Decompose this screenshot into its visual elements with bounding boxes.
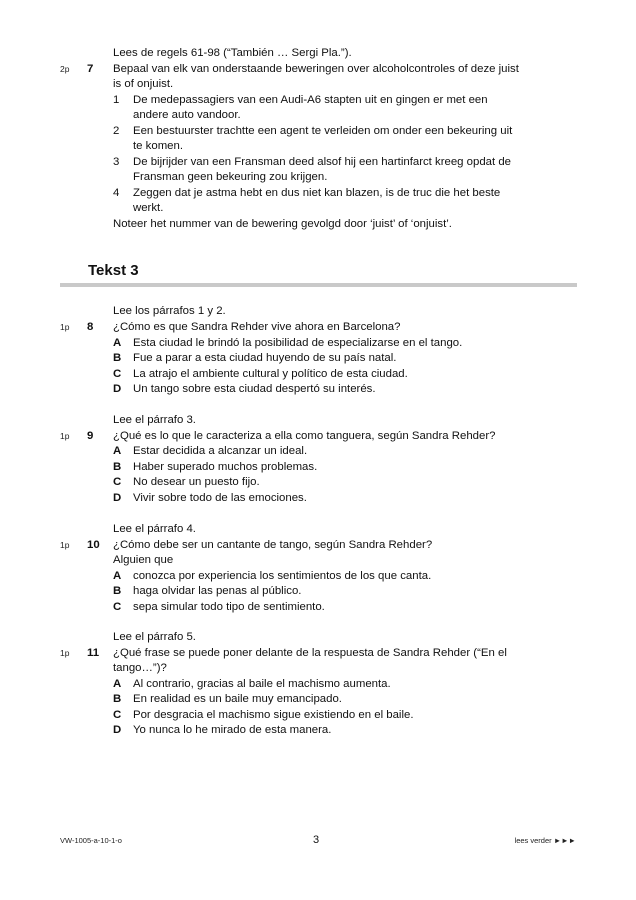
q7-intro: Lees de regels 61-98 (“También … Sergi Pla.”). (113, 47, 352, 59)
q8-intro: Lee los párrafos 1 y 2. (113, 305, 226, 317)
q7-item-text: Zeggen dat je astma hebt en dus niet kan blazen, is de truc die het beste (133, 187, 501, 199)
q7-item-text: Fransman geen bekeuring zou krijgen. (133, 171, 328, 183)
q8-option-text: La atrajo el ambiente cultural y político de esta ciudad. (133, 368, 408, 380)
q11-option-letter: C (113, 709, 122, 721)
q7-item-number: 3 (113, 156, 120, 168)
q11-points: 1p (60, 648, 70, 658)
q9-option-text: Estar decidida a alcanzar un ideal. (133, 445, 308, 457)
q9-option-letter: B (113, 461, 122, 473)
q7-item-text: te komen. (133, 140, 184, 152)
q11-option-letter: B (113, 693, 122, 705)
q11-option-text: Yo nunca lo he mirado de esta manera. (133, 724, 332, 736)
q9-option-letter: D (113, 492, 122, 504)
q7-note: Noteer het nummer van de bewering gevolgd door ‘juist’ of ‘onjuist’. (113, 218, 452, 230)
section-divider (60, 283, 577, 287)
q9-option-text: No desear un puesto fijo. (133, 476, 260, 488)
q11-option-letter: A (113, 678, 122, 690)
q10-intro: Lee el párrafo 4. (113, 523, 196, 535)
section-title: Tekst 3 (88, 262, 139, 279)
q8-option-letter: B (113, 352, 122, 364)
page-number: 3 (313, 834, 320, 846)
q9-option-text: Vivir sobre todo de las emociones. (133, 492, 307, 504)
q7-number: 7 (87, 63, 94, 75)
footer-exam-code: VW-1005-a-10-1-o (60, 836, 122, 845)
q8-option-letter: D (113, 383, 122, 395)
q8-number: 8 (87, 321, 94, 333)
q11-option-text: Al contrario, gracias al baile el machismo aumenta. (133, 678, 391, 690)
q9-option-text: Haber superado muchos problemas. (133, 461, 318, 473)
q7-item-number: 4 (113, 187, 120, 199)
q7-item-number: 2 (113, 125, 120, 137)
q10-number: 10 (87, 539, 100, 551)
q11-option-text: En realidad es un baile muy emancipado. (133, 693, 342, 705)
q8-stem: ¿Cómo es que Sandra Rehder vive ahora en Barcelona? (113, 321, 401, 333)
q11-intro: Lee el párrafo 5. (113, 631, 196, 643)
q8-points: 1p (60, 322, 70, 332)
q10-stem: ¿Cómo debe ser un cantante de tango, según Sandra Rehder? (113, 539, 433, 551)
q11-stem-line2: tango…”)? (113, 662, 167, 674)
q7-item-text: andere auto vandoor. (133, 109, 241, 121)
q8-option-letter: A (113, 337, 122, 349)
q8-option-text: Fue a parar a esta ciudad huyendo de su país natal. (133, 352, 397, 364)
q7-points: 2p (60, 64, 70, 74)
q11-stem-line1: ¿Qué frase se puede poner delante de la respuesta de Sandra Rehder (“En el (113, 647, 507, 659)
q11-option-letter: D (113, 724, 122, 736)
q7-item-text: De medepassagiers van een Audi-A6 stapten uit en gingen er met een (133, 94, 488, 106)
q7-stem-line1: Bepaal van elk van onderstaande beweringen over alcoholcontroles of deze juist (113, 63, 519, 75)
q10-option-letter: A (113, 570, 122, 582)
q10-option-text: sepa simular todo tipo de sentimiento. (133, 601, 325, 613)
q9-intro: Lee el párrafo 3. (113, 414, 196, 426)
q9-option-letter: C (113, 476, 122, 488)
q9-points: 1p (60, 431, 70, 441)
q10-option-text: conozca por experiencia los sentimientos de los que canta. (133, 570, 432, 582)
q9-option-letter: A (113, 445, 122, 457)
q10-points: 1p (60, 540, 70, 550)
q8-option-text: Esta ciudad le brindó la posibilidad de especializarse en el tango. (133, 337, 463, 349)
q7-item-text: werkt. (133, 202, 164, 214)
q10-option-letter: B (113, 585, 122, 597)
q10-stem-line2: Alguien que (113, 554, 174, 566)
q7-item-text: Een bestuurster trachtte een agent te verleiden om onder een bekeuring uit (133, 125, 513, 137)
q10-option-letter: C (113, 601, 122, 613)
q7-item-number: 1 (113, 94, 120, 106)
q10-option-text: haga olvidar las penas al público. (133, 585, 302, 597)
q11-option-text: Por desgracia el machismo sigue existiendo en el baile. (133, 709, 414, 721)
q9-stem: ¿Qué es lo que le caracteriza a ella como tanguera, según Sandra Rehder? (113, 430, 496, 442)
q9-number: 9 (87, 430, 94, 442)
q8-option-letter: C (113, 368, 122, 380)
q8-option-text: Un tango sobre esta ciudad despertó su interés. (133, 383, 376, 395)
continue-indicator: lees verder ►►► (514, 836, 576, 845)
q7-stem-line2: is of onjuist. (113, 78, 174, 90)
q11-number: 11 (87, 647, 100, 659)
q7-item-text: De bijrijder van een Fransman deed alsof hij een hartinfarct kreeg opdat de (133, 156, 512, 168)
